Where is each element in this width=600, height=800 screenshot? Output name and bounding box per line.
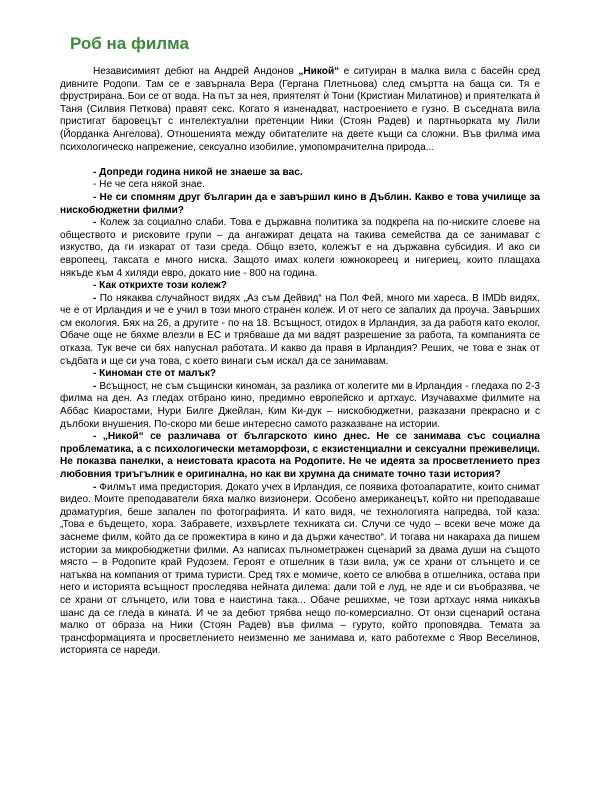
intro-text-rest: е ситуиран в малка вила с басейн сред дивните Родопи. Там се е завърнала Вера (Гергана Плетньова) след смъртта на баща си. Тя е фрустрирана. Бои се от вода. На път за нея, приятелят ѝ Тони (Кристиан Милатинов) и приятелката ѝ Таня (Силвия Петкова) правят секс. Когато я изненадват, настроението е гузно. В съседната вила пристигат баровецът с интелектуални претенции Ники (Стоян Радев) и партньорката му Лили (Йорданка Ангелова). Отношенията между обитателите на двете къщи са сложни. Във филма има психологическо напрежение, сексуално изобилие, умопомрачителна природа...	[60, 66, 540, 153]
answer-text: По някаква случайност видях „Аз съм Дейвид“ на Пол Фей, много ми хареса. В IMDb видях, че е от Ирландия и че е учил в този много странен колеж. И от него се запалих да проуча. Завърших см екология. Бях на 26, а другите - по на 18. Всъщност, отидох в Ирландия, за да работя като еколог. Обаче още не бяхме влезли в ЕС и трябваше да ми вадят разрешение за работа, та компанията се отказа. Тук вече си бях напуснал работата. И какво да правя в Ирландия? Реших, че това е знак от съдбата и ще си уча това, с което винаги съм искал да се занимавам.	[60, 292, 540, 367]
intro-paragraph	[60, 66, 540, 154]
question-2: - Не си спомням друг българин да е завършил кино в Дъблин. Какво е това училище за нискобюджетни филми?	[60, 191, 540, 216]
answer-2	[60, 217, 540, 280]
question-1: - Допреди година никой не знаеше за вас.	[93, 166, 303, 178]
answer-3	[60, 293, 540, 369]
question-5: - „Никой“ се различава от българското кино днес. Не се занимава със социална проблематика, а с психологически метаморфози, с екзистенциални и сексуални преживелици. Не показва панелки, а неистовата красота на Родопите. Не че идеята за просветлението през любовния триъгълник е оригинална, но как ви хрумна да снимате точно тази история?	[60, 431, 540, 480]
answer-dash: -	[93, 481, 97, 493]
answer-dash: -	[93, 217, 97, 229]
answer-text: Филмът има предистория. Докато учех в Ирландия, се появиха фотоапаратите, които снимат видео. Моите преподаватели бяха малко визионери. Особено американецът, който ни преподаваше драматургия, беше запален по фотографията. И като видя, че технологията напредва, той каза: „Това е бъдещето, хора. Забравете, изхвърлете техниката си. Случи се чудо – всеки вече може да заснеме филм, който да се прожектира в кино и да държи качество“. И тогава ни накараха да пишем истории за микробюджетни филми. Аз написах пълнометражен сценарий за двама души на същото място – в Родопите край Рудозем. Героят е отшелник в тази вила, уж се храни от слънцето и се натъква на компания от трима туристи. Сред тях е момиче, което се влюбва в отшелника, остава при него и историята всъщност проследява нейната дилема: дали той е луд, не яде и си въобразява, че се храни от слънцето, или това е наистина така... Обаче решихме, че този артхаус няма никакъв шанс да се гледа в кината. И че за дебют трябва нещо по-комерсиално. От онзи сценарий остана малко от образа на Ники (Стоян Радев) във филма – гуруто, който проповядва. Темата за трансформацията и просветлението неизменно ме занимава и, като работехме с Явор Веселинов, историята се нареди.	[60, 481, 540, 657]
question-3: - Как открихте този колеж?	[93, 280, 227, 292]
intro-text-start: Независимият дебют на Андрей Андонов	[93, 66, 299, 77]
answer-4	[60, 381, 540, 431]
answer-text: Всъщност, не съм същински киноман, за разлика от колегите ми в Ирландия - гледаха по 2-3 филма на ден. Аз гледах отбрано кино, предимно европейско и артхаус. Изучавахме филмите на Аббас Киаростами, Нури Билге Джейлан, Ким Ки-дук – нискобюджетни, разказани прекрасно и с дълбоки внушения. По-скоро ми беше интересно самото разказване на истории.	[60, 380, 540, 430]
answer-dash: -	[93, 380, 97, 392]
answer-5	[60, 482, 540, 658]
answer-1: - Не че сега някой знае.	[93, 179, 205, 191]
article-title: Роб на филма	[70, 34, 189, 53]
film-title: „Никой“	[298, 66, 340, 77]
answer-dash: -	[93, 292, 97, 304]
answer-text: Колеж за социално слаби. Това е държавна политика за подкрепа на по-ниските слоеве на обществото и рисковите групи – да ангажират децата на такива семейства да се занимават с изкуство, да ги изкарат от тази среда. Общо взето, колежът е на държавна субсидия. И ако си европеец, таксата е много ниска. Защото имах колеги южнокореец и нигериец, които плащаха някъде към 4 хиляди евро, докато ние - 800 на година.	[60, 217, 540, 279]
question-4: - Киноман сте от малък?	[93, 368, 217, 380]
